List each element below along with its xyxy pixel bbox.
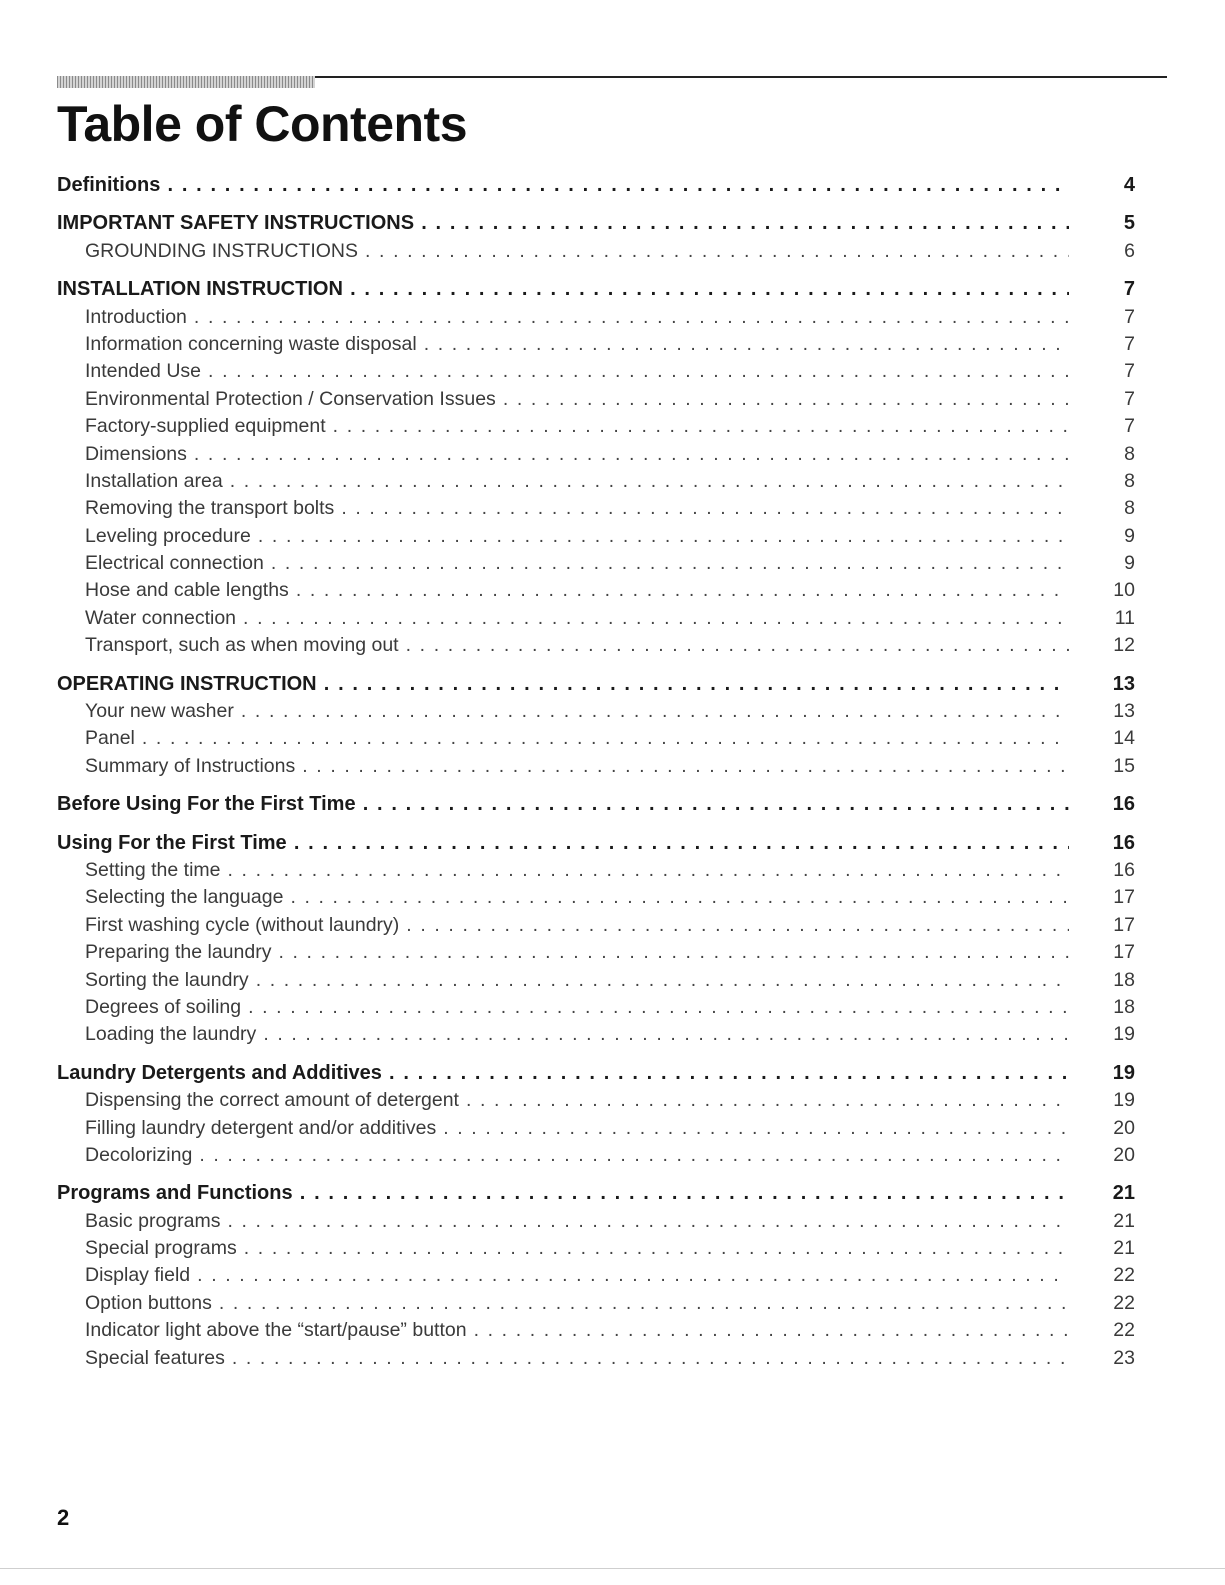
bottom-edge-rule [0, 1568, 1225, 1569]
toc-subentry-label: Basic programs . . . [57, 1208, 1069, 1235]
toc-subentry-label: Dispensing the correct amount of detergent . . . [57, 1087, 1069, 1114]
toc-subentry[interactable] [57, 857, 1135, 884]
toc-subentry-label: Loading the laundry . . . [57, 1021, 1069, 1048]
toc-subentry-label: Installation area . . . [57, 468, 1069, 495]
toc-section [57, 210, 1135, 265]
toc-subentry[interactable] [57, 994, 1135, 1021]
toc-subentry[interactable] [57, 413, 1135, 440]
toc-subentry-label: Summary of Instructions . . . [57, 753, 1069, 780]
toc-subentry-label: Indicator light above the “start/pause” button . . . [57, 1317, 1069, 1344]
toc-subentry-page-number: 17 [1113, 941, 1135, 964]
toc-subentry-label: Water connection . . . [57, 605, 1069, 632]
toc-subentry-page-number: 19 [1113, 1023, 1135, 1046]
toc-section [57, 671, 1135, 781]
toc-subentry-label: Environmental Protection / Conservation Issues . . . [57, 386, 1069, 413]
toc-subentry-page-number: 8 [1124, 497, 1135, 520]
toc-subentry[interactable] [57, 698, 1135, 725]
toc-subentry[interactable] [57, 550, 1135, 577]
toc-subentry[interactable] [57, 1235, 1135, 1262]
toc-subentry-page-number: 8 [1124, 442, 1135, 465]
toc-subentry-page-number: 10 [1113, 579, 1135, 602]
toc-subentry-page-number: 16 [1113, 858, 1135, 881]
toc-entry[interactable] [57, 1180, 1135, 1207]
toc-subentry[interactable] [57, 725, 1135, 752]
toc-subentry-page-number: 17 [1113, 886, 1135, 909]
toc-subentry[interactable] [57, 1290, 1135, 1317]
toc-subentry[interactable] [57, 1317, 1135, 1344]
toc-entry-page-number: 7 [1123, 278, 1135, 301]
toc-subentry-page-number: 13 [1113, 700, 1135, 723]
toc-entry-label: Definitions . . . [57, 172, 1069, 199]
toc-subentry[interactable] [57, 753, 1135, 780]
toc-entry-page-number: 5 [1123, 212, 1135, 235]
toc-subentry-page-number: 11 [1114, 606, 1135, 629]
toc-entry[interactable] [57, 830, 1135, 857]
toc-subentry-label: Transport, such as when moving out . . . [57, 632, 1069, 659]
header-accent-bar [57, 76, 315, 88]
toc-entry[interactable] [57, 671, 1135, 698]
toc-subentry-label: Filling laundry detergent and/or additives . . . [57, 1115, 1069, 1142]
toc-subentry[interactable] [57, 1262, 1135, 1289]
toc-subentry[interactable] [57, 495, 1135, 522]
toc-subentry[interactable] [57, 884, 1135, 911]
toc-subentry-label: Selecting the language . . . [57, 884, 1069, 911]
toc-subentry-page-number: 14 [1113, 727, 1135, 750]
toc-entry[interactable] [57, 172, 1135, 199]
toc-subentry-page-number: 23 [1113, 1346, 1135, 1369]
toc-entry[interactable] [57, 276, 1135, 303]
toc-subentry-label: Information concerning waste disposal . . . [57, 331, 1069, 358]
toc-entry-page-number: 21 [1112, 1182, 1135, 1205]
toc-entry[interactable] [57, 1060, 1135, 1087]
toc-subentry-label: Degrees of soiling . . . [57, 994, 1069, 1021]
toc-subentry-label: Preparing the laundry . . . [57, 939, 1069, 966]
toc-subentry-label: Factory-supplied equipment . . . [57, 413, 1069, 440]
toc-entry-label: Using For the First Time . . . [57, 830, 1069, 857]
toc-subentry[interactable] [57, 967, 1135, 994]
toc-entry-page-number: 16 [1112, 793, 1135, 816]
toc-subentry[interactable] [57, 441, 1135, 468]
toc-subentry-page-number: 21 [1113, 1209, 1135, 1232]
toc-entry[interactable] [57, 210, 1135, 237]
toc-subentry-page-number: 17 [1113, 913, 1135, 936]
toc-subentry-label: Removing the transport bolts . . . [57, 495, 1069, 522]
toc-subentry-label: Dimensions . . . [57, 441, 1069, 468]
toc-subentry-label: Setting the time . . . [57, 857, 1069, 884]
toc-subentry-label: GROUNDING INSTRUCTIONS . . . [57, 238, 1069, 265]
table-of-contents [57, 172, 1135, 1383]
toc-subentry[interactable] [57, 577, 1135, 604]
toc-subentry[interactable] [57, 523, 1135, 550]
toc-subentry-label: Introduction . . . [57, 304, 1069, 331]
toc-subentry[interactable] [57, 238, 1135, 265]
toc-subentry-label: Electrical connection . . . [57, 550, 1069, 577]
toc-subentry-page-number: 20 [1113, 1143, 1135, 1166]
toc-subentry-page-number: 15 [1113, 754, 1135, 777]
toc-section [57, 276, 1135, 659]
toc-subentry-page-number: 8 [1124, 469, 1135, 492]
toc-subentry[interactable] [57, 1021, 1135, 1048]
toc-entry-label: OPERATING INSTRUCTION . . . [57, 671, 1069, 698]
toc-subentry[interactable] [57, 331, 1135, 358]
toc-subentry[interactable] [57, 386, 1135, 413]
toc-subentry[interactable] [57, 939, 1135, 966]
toc-subentry-page-number: 9 [1124, 552, 1135, 575]
toc-section [57, 830, 1135, 1049]
toc-section [57, 791, 1135, 818]
toc-subentry[interactable] [57, 912, 1135, 939]
toc-subentry-label: Intended Use . . . [57, 358, 1069, 385]
toc-subentry[interactable] [57, 605, 1135, 632]
toc-subentry-page-number: 7 [1124, 387, 1135, 410]
toc-entry-page-number: 16 [1112, 831, 1135, 854]
toc-subentry[interactable] [57, 1115, 1135, 1142]
toc-entry-page-number: 13 [1112, 672, 1135, 695]
toc-subentry-page-number: 6 [1124, 239, 1135, 262]
toc-subentry[interactable] [57, 358, 1135, 385]
toc-subentry[interactable] [57, 1208, 1135, 1235]
toc-subentry-page-number: 18 [1113, 968, 1135, 991]
toc-subentry-page-number: 22 [1113, 1264, 1135, 1287]
toc-subentry-label: First washing cycle (without laundry) . . . [57, 912, 1069, 939]
toc-subentry-label: Leveling procedure . . . [57, 523, 1069, 550]
toc-subentry-label: Display field . . . [57, 1262, 1069, 1289]
toc-subentry-page-number: 7 [1124, 305, 1135, 328]
toc-subentry[interactable] [57, 1087, 1135, 1114]
toc-entry-page-number: 19 [1112, 1061, 1135, 1084]
toc-subentry[interactable] [57, 304, 1135, 331]
toc-subentry[interactable] [57, 1345, 1135, 1372]
toc-entry-label: INSTALLATION INSTRUCTION . . . [57, 276, 1069, 303]
toc-subentry-page-number: 19 [1113, 1089, 1135, 1112]
toc-subentry-label: Sorting the laundry . . . [57, 967, 1069, 994]
toc-entry-page-number: 4 [1123, 174, 1135, 196]
toc-subentry-page-number: 7 [1124, 360, 1135, 383]
toc-entry-label: Programs and Functions . . . [57, 1180, 1069, 1207]
toc-section [57, 1180, 1135, 1372]
toc-subentry-label: Special features . . . [57, 1345, 1069, 1372]
toc-subentry-label: Option buttons . . . [57, 1290, 1069, 1317]
toc-subentry-page-number: 22 [1113, 1319, 1135, 1342]
toc-subentry-page-number: 21 [1113, 1237, 1135, 1260]
toc-subentry-label: Decolorizing . . . [57, 1142, 1069, 1169]
toc-subentry-page-number: 20 [1113, 1116, 1135, 1139]
toc-section [57, 172, 1135, 199]
toc-subentry-page-number: 7 [1124, 332, 1135, 355]
toc-subentry-page-number: 7 [1124, 415, 1135, 438]
toc-subentry[interactable] [57, 468, 1135, 495]
toc-subentry-page-number: 12 [1113, 634, 1135, 657]
toc-subentry-label: Hose and cable lengths . . . [57, 577, 1069, 604]
page-number: 2 [57, 1505, 70, 1530]
toc-subentry[interactable] [57, 632, 1135, 659]
toc-subentry-page-number: 18 [1113, 995, 1135, 1018]
toc-subentry[interactable] [57, 1142, 1135, 1169]
toc-section [57, 1060, 1135, 1170]
toc-subentry-label: Your new washer . . . [57, 698, 1069, 725]
toc-entry-label: Laundry Detergents and Additives . . . [57, 1060, 1069, 1087]
toc-entry-label: IMPORTANT SAFETY INSTRUCTIONS . . . [57, 210, 1069, 237]
page-title: Table of Contents [57, 96, 468, 152]
toc-subentry-label: Special programs . . . [57, 1235, 1069, 1262]
toc-entry[interactable] [57, 791, 1135, 818]
toc-entry-label: Before Using For the First Time . . . [57, 791, 1069, 818]
toc-subentry-label: Panel . . . [57, 725, 1069, 752]
toc-subentry-page-number: 9 [1124, 524, 1135, 547]
toc-subentry-page-number: 22 [1113, 1291, 1135, 1314]
